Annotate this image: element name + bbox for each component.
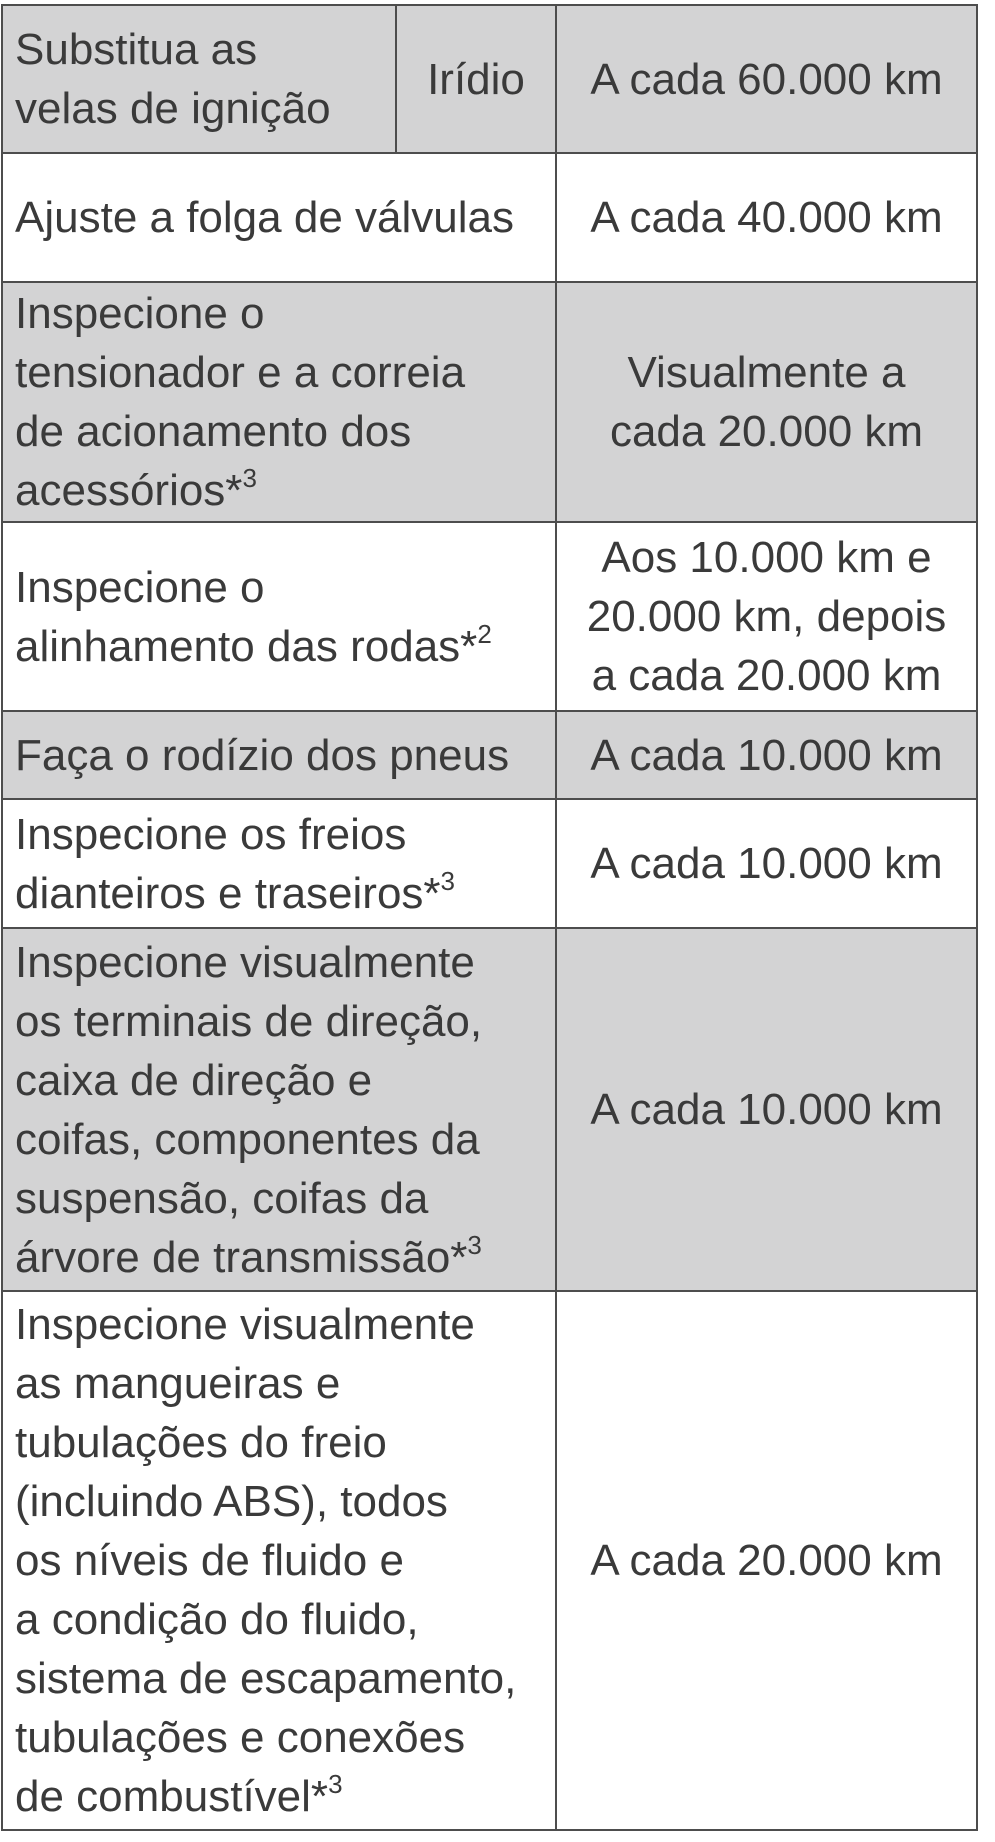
interval-line: Visualmente a [627,348,906,397]
interval-line: Aos 10.000 km e [601,533,932,582]
interval-cell [556,1291,977,1830]
task-line: caixa de direção e [15,1055,373,1105]
footnote-marker: 3 [328,1769,343,1799]
interval-line: A cada 40.000 km [590,193,943,242]
task-cell [2,282,556,522]
task-line: árvore de transmissão* [15,1232,468,1282]
table-row [2,928,977,1291]
footnote-marker: 3 [467,1229,482,1260]
task-cell [2,799,556,928]
interval-cell [556,928,977,1291]
interval-line: A cada 10.000 km [590,730,943,780]
task-line-with-note [15,1228,543,1287]
task-line-with-note [15,864,543,923]
task-line: (incluindo ABS), todos [15,1477,448,1526]
interval-cell [556,799,977,928]
table-row [2,711,977,799]
interval-cell [556,5,977,153]
task-line: suspensão, coifas da [15,1173,429,1223]
spec-cell [396,5,556,153]
task-line: Inspecione os freios [15,809,407,859]
task-line: coifas, componentes da [15,1114,480,1164]
task-line: de acionamento dos [15,407,412,456]
task-line: tensionador e a correia [15,348,466,397]
task-line: as mangueiras e [15,1359,341,1408]
table-row [2,5,977,153]
spec-value: Irídio [427,54,525,104]
interval-line: cada 20.000 km [609,407,924,456]
task-cell [2,5,396,153]
interval-cell [556,282,977,522]
task-line: Ajuste a folga de válvulas [15,193,514,242]
interval-cell [556,711,977,799]
footnote-marker: 3 [242,463,257,493]
interval-cell [556,522,977,711]
maintenance-schedule-table [1,4,978,1831]
table-row [2,282,977,522]
task-line: Faça o rodízio dos pneus [15,730,510,780]
task-line: Inspecione visualmente [15,937,475,987]
task-line: de combustível* [15,1772,329,1821]
task-line: alinhamento das rodas* [15,621,478,671]
task-line-with-note [15,617,543,676]
task-line: a condição do fluido, [15,1595,419,1644]
table-row [2,1291,977,1830]
task-line: Substitua as [15,25,258,74]
task-line: acessórios* [15,466,243,515]
task-line: os terminais de direção, [15,996,483,1046]
interval-line: A cada 60.000 km [590,54,943,104]
interval-line: A cada 10.000 km [590,839,943,888]
task-line: Inspecione o [15,562,265,612]
task-cell [2,928,556,1291]
task-line: os níveis de fluido e [15,1536,404,1585]
task-cell [2,522,556,711]
footnote-marker: 2 [477,618,492,649]
table-row [2,799,977,928]
task-line: tubulações e conexões [15,1713,466,1762]
interval-line: a cada 20.000 km [591,651,942,700]
task-line-with-note [15,461,543,520]
table-row [2,153,977,282]
interval-line: 20.000 km, depois [586,592,947,641]
task-cell [2,711,556,799]
task-cell [2,1291,556,1830]
task-line: velas de ignição [15,84,331,133]
footnote-marker: 3 [440,865,456,896]
task-line: Inspecione visualmente [15,1300,475,1349]
task-line: tubulações do freio [15,1418,387,1467]
task-line-with-note [15,1767,543,1826]
interval-line: A cada 20.000 km [590,1536,943,1585]
interval-line: A cada 10.000 km [590,1085,943,1134]
task-line: sistema de escapamento, [15,1654,517,1703]
table-row [2,522,977,711]
task-cell [2,153,556,282]
task-line: dianteiros e traseiros* [15,868,441,918]
task-line: Inspecione o [15,289,265,338]
interval-cell [556,153,977,282]
